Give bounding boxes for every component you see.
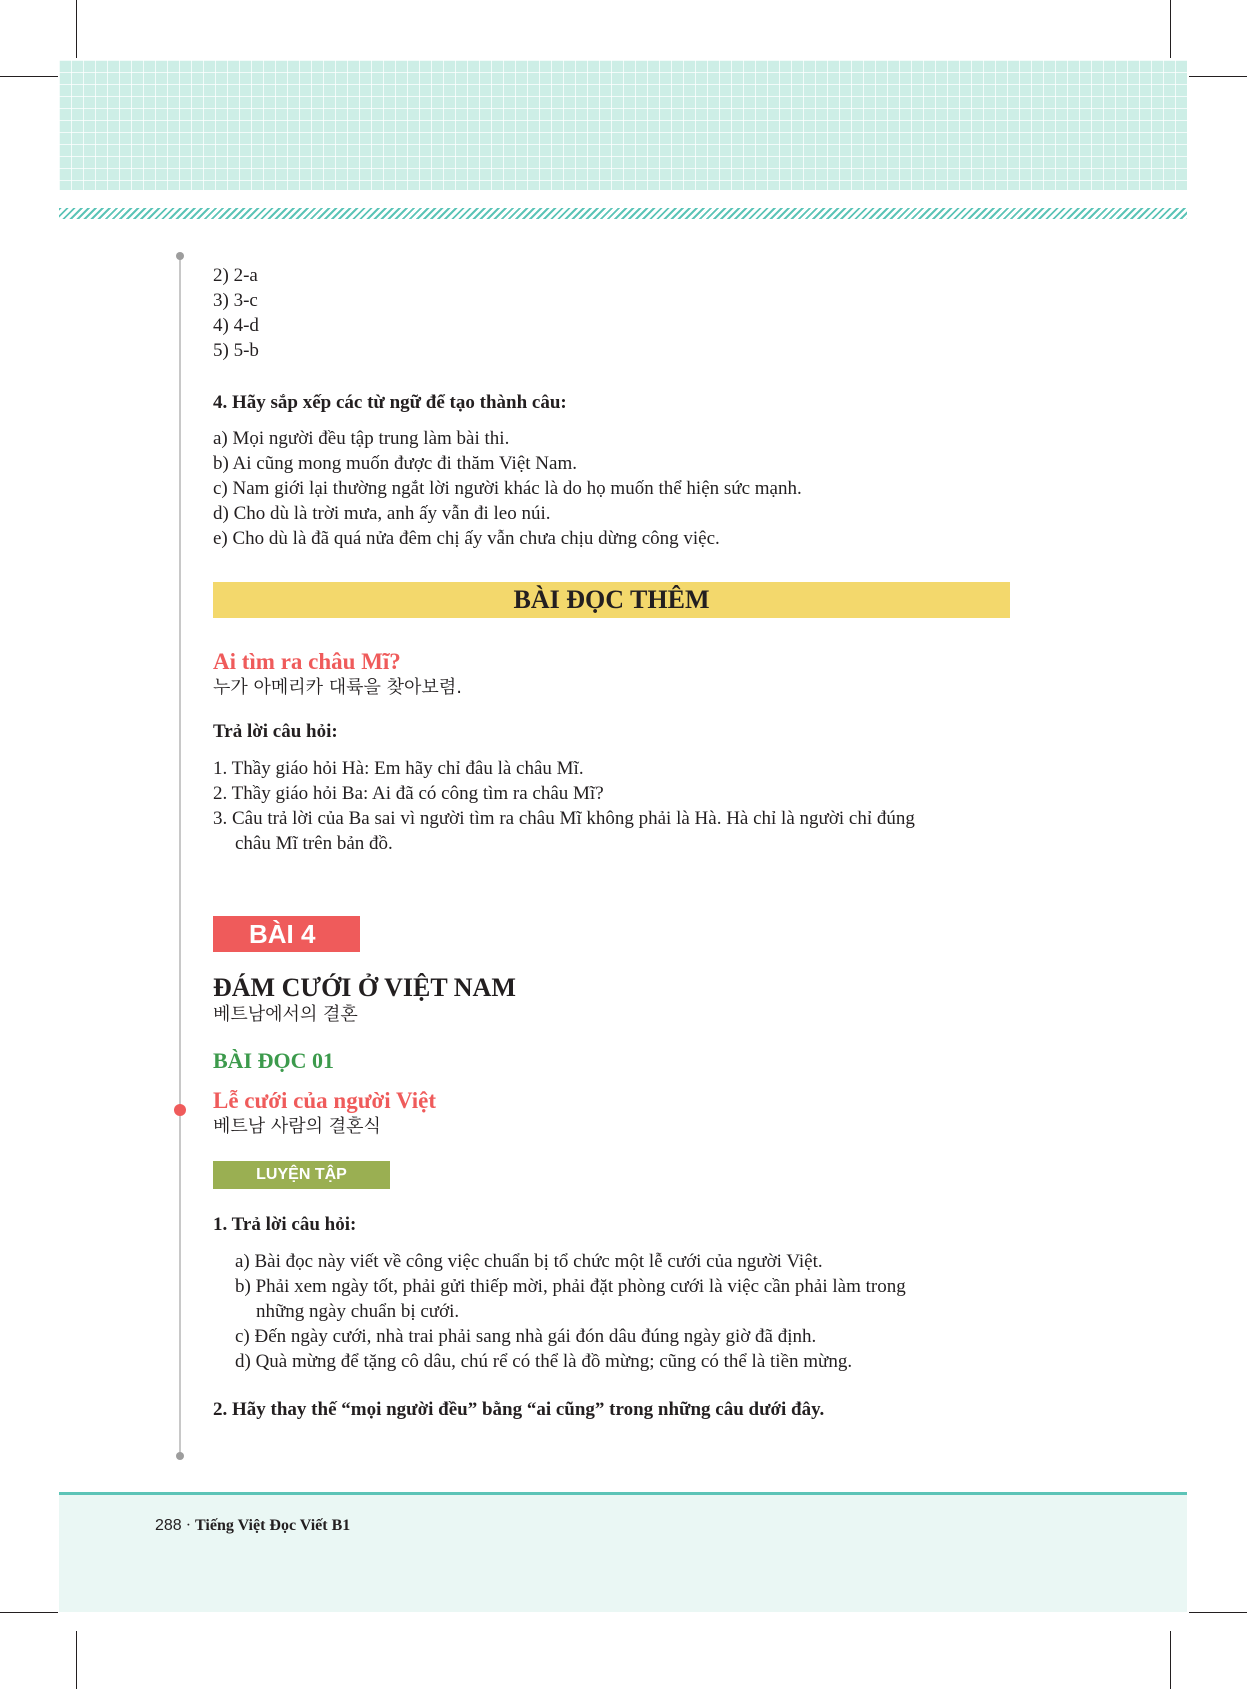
lesson-q1-item-continued: những ngày chuẩn bị cưới. [256, 1301, 460, 1322]
extra-reading-banner: BÀI ĐỌC THÊM [213, 582, 1010, 618]
extra-answer: 1. Thầy giáo hỏi Hà: Em hãy chỉ đâu là châu Mĩ. [213, 758, 584, 779]
q4-item: d) Cho dù là trời mưa, anh ấy vẫn đi leo núi. [213, 503, 551, 524]
crop-mark-br-v [1170, 1631, 1171, 1689]
q4-item: a) Mọi người đều tập trung làm bài thi. [213, 428, 510, 449]
lesson-q2-heading: 2. Hãy thay thế “mọi người đều” bằng “ai cũng” trong những câu dưới đây. [213, 1399, 825, 1420]
lesson-q1-item: c) Đến ngày cưới, nhà trai phải sang nhà gái đón dâu đúng ngày giờ đã định. [235, 1326, 817, 1347]
page-content [213, 263, 1033, 1422]
lesson-title: ĐÁM CƯỚI Ở VIỆT NAM [213, 973, 516, 1002]
lesson-q1-item: a) Bài đọc này viết về công việc chuẩn bị tổ chức một lễ cưới của người Việt. [235, 1251, 823, 1272]
extra-question-heading: Trả lời câu hỏi: [213, 721, 338, 742]
lesson-q1-answers [213, 1249, 1033, 1374]
margin-dot-accent [174, 1104, 186, 1116]
page-number: 288 [155, 1517, 182, 1534]
lesson-title-ko: 베트남에서의 결혼 [213, 1004, 358, 1025]
reading-label: BÀI ĐỌC 01 [213, 1048, 335, 1073]
q4-answers [213, 426, 1033, 551]
crop-mark-tl-h [0, 76, 58, 77]
reading-title: Lễ cưới của người Việt [213, 1088, 437, 1113]
answer-line: 5) 5-b [213, 340, 259, 361]
crop-mark-br-h [1189, 1612, 1247, 1613]
extra-answer: 3. Câu trả lời của Ba sai vì người tìm ra châu Mĩ không phải là Hà. Hà chỉ là người chỉ đúng [213, 808, 915, 829]
q4-item: e) Cho dù là đã quá nửa đêm chị ấy vẫn chưa chịu dừng công việc. [213, 528, 720, 549]
crop-mark-bl-v [76, 1631, 77, 1689]
footer [155, 1517, 350, 1535]
q4-item: c) Nam giới lại thường ngắt lời người khác là do họ muốn thể hiện sức mạnh. [213, 478, 802, 499]
lesson-q1-item: b) Phải xem ngày tốt, phải gửi thiếp mời, phải đặt phòng cưới là việc cần phải làm trong [235, 1276, 906, 1297]
footer-separator: · [181, 1517, 196, 1534]
extra-reading-title: Ai tìm ra châu Mĩ? [213, 649, 401, 674]
margin-dot-bottom [176, 1452, 184, 1460]
lesson-q1-item: d) Quà mừng để tặng cô dâu, chú rể có thể là đồ mừng; cũng có thể là tiền mừng. [235, 1351, 853, 1372]
lesson-q1-heading: 1. Trả lời câu hỏi: [213, 1214, 357, 1235]
answer-line: 3) 3-c [213, 290, 258, 311]
q4-item: b) Ai cũng mong muốn được đi thăm Việt Nam. [213, 453, 577, 474]
crop-mark-tr-h [1189, 76, 1247, 77]
practice-label: LUYỆN TẬP [213, 1161, 390, 1189]
book-title: Tiếng Việt Đọc Viết B1 [195, 1517, 351, 1534]
crop-mark-tr-v [1170, 0, 1171, 58]
previous-answers [213, 263, 1033, 363]
crop-mark-tl-v [76, 0, 77, 58]
extra-answer: 2. Thầy giáo hỏi Ba: Ai đã có công tìm ra châu Mĩ? [213, 783, 604, 804]
header-hatch-stripe [59, 208, 1187, 219]
reading-title-ko: 베트남 사람의 결혼식 [213, 1116, 381, 1137]
answer-line: 4) 4-d [213, 315, 259, 336]
margin-dot-top [176, 252, 184, 260]
answer-line: 2) 2-a [213, 265, 258, 286]
extra-answer-continued: châu Mĩ trên bản đồ. [235, 833, 393, 854]
header-grid-band [59, 60, 1187, 190]
lesson-badge: BÀI 4 [213, 916, 360, 952]
margin-rule [179, 255, 181, 1457]
extra-reading-subtitle: 누가 아메리카 대륙을 찾아보렴. [213, 677, 462, 698]
crop-mark-bl-h [0, 1612, 58, 1613]
q4-heading: 4. Hãy sắp xếp các từ ngữ để tạo thành câu: [213, 392, 567, 413]
footer-band [59, 1495, 1187, 1612]
extra-answers [213, 756, 1033, 856]
